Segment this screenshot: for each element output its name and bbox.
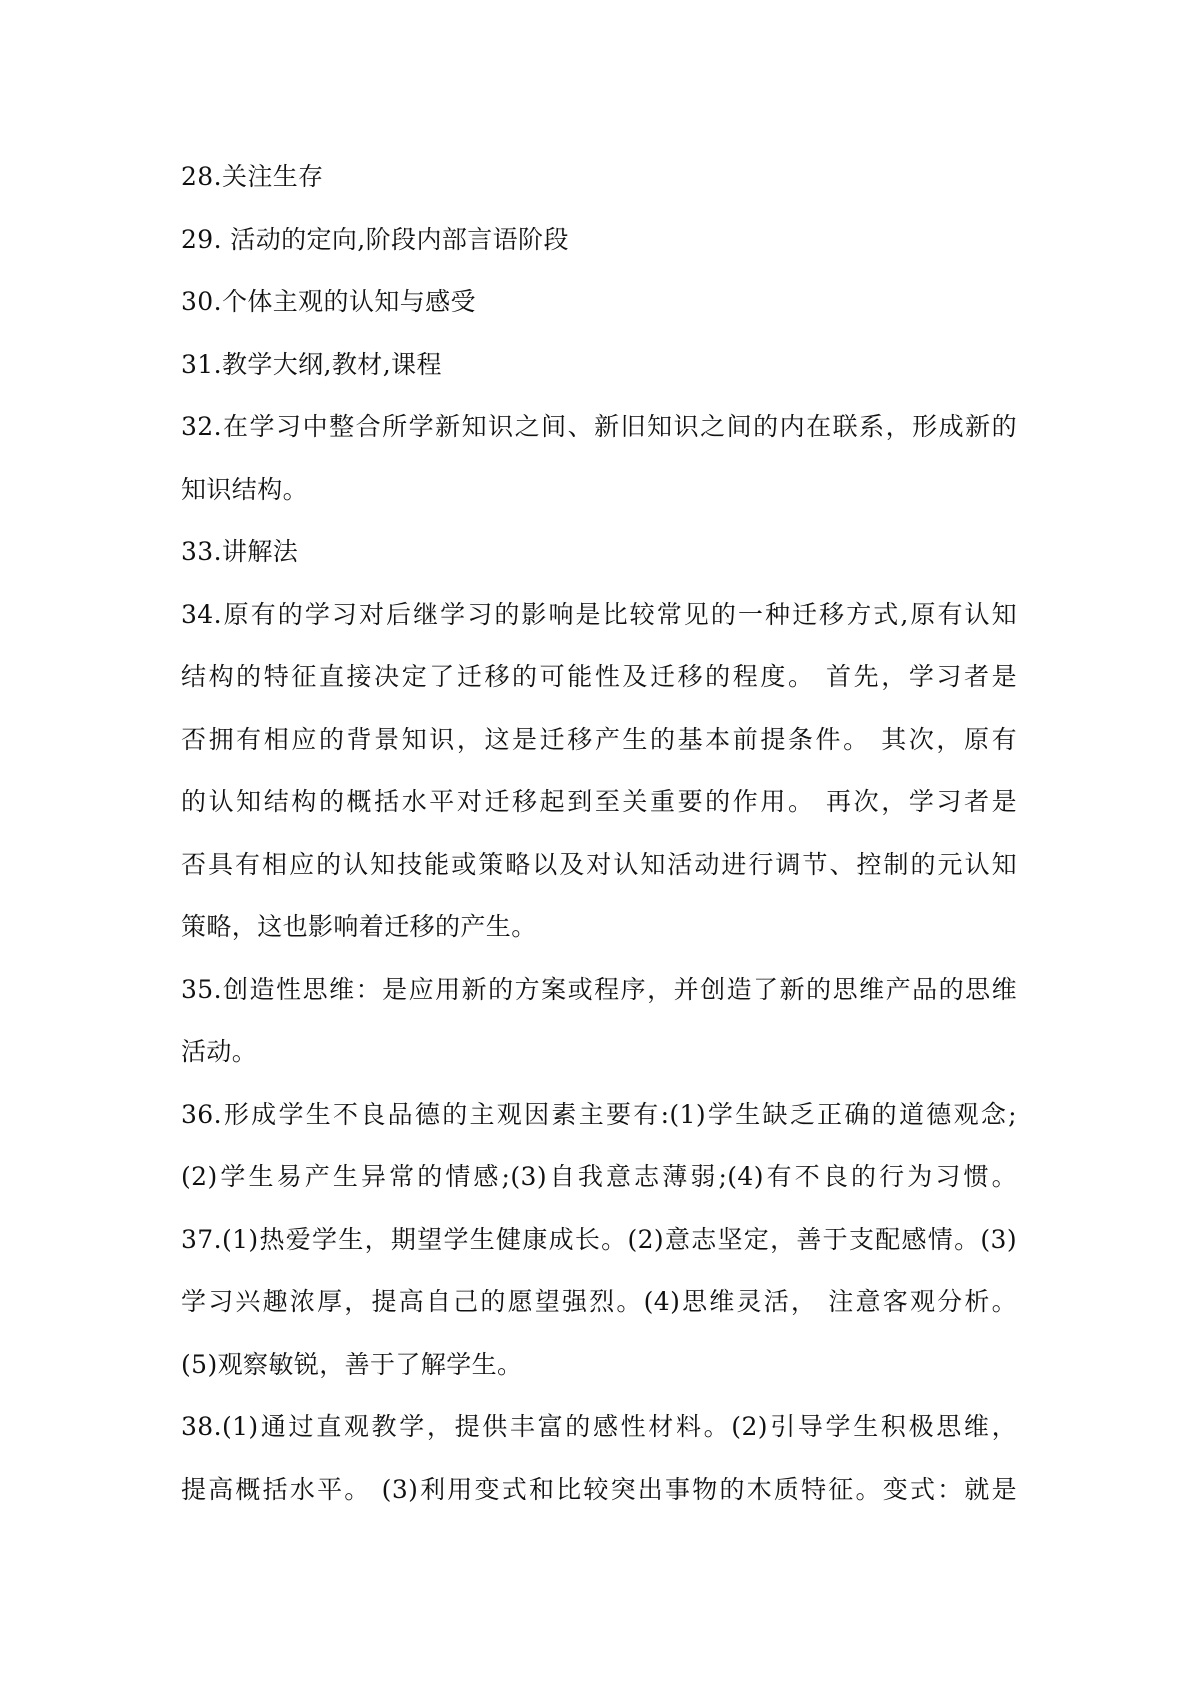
answer-36-line-1: 36.形成学生不良品德的主观因素主要有:(1)学生缺乏正确的道德观念;	[181, 1099, 1017, 1129]
answer-28: 28.关注生存	[181, 162, 324, 191]
answer-38-line-1: 38.(1)通过直观教学，提供丰富的感性材料。(2)引导学生积极思维，	[181, 1412, 1017, 1441]
answer-34-line-2: 结构的特征直接决定了迁移的可能性及迁移的程度。 首先，学习者是	[181, 662, 1017, 691]
answer-37-line-3: (5)观察敏锐，善于了解学生。	[181, 1349, 523, 1379]
answer-34-line-3: 否拥有相应的背景知识，这是迁移产生的基本前提条件。 其次，原有	[181, 724, 1017, 754]
answer-34-line-4: 的认知结构的概括水平对迁移起到至关重要的作用。 再次，学习者是	[181, 787, 1017, 816]
answer-31: 31.教学大纲,教材,课程	[181, 349, 442, 379]
answer-30: 30.个体主观的认知与感受	[181, 287, 476, 316]
answer-text-block	[181, 146, 1017, 1521]
answer-35-line-1: 35.创造性思维：是应用新的方案或程序，并创造了新的思维产品的思维	[181, 974, 1017, 1004]
answer-35-line-2: 活动。	[181, 1037, 258, 1066]
answer-34-line-1: 34.原有的学习对后继学习的影响是比较常见的一种迁移方式,原有认知	[181, 599, 1017, 629]
answer-32-line-1: 32.在学习中整合所学新知识之间、新旧知识之间的内在联系，形成新的	[181, 412, 1017, 441]
answer-29: 29. 活动的定向,阶段内部言语阶段	[181, 224, 569, 254]
answer-32-line-2: 知识结构。	[181, 474, 309, 504]
answer-34-line-5: 否具有相应的认知技能或策略以及对认知活动进行调节、控制的元认知	[181, 849, 1017, 879]
answer-37-line-2: 学习兴趣浓厚，提高自己的愿望强烈。(4)思维灵活， 注意客观分析。	[181, 1287, 1017, 1316]
answer-34-line-6: 策略，这也影响着迁移的产生。	[181, 912, 537, 941]
answer-37-line-1: 37.(1)热爱学生，期望学生健康成长。(2)意志坚定，善于支配感情。(3)	[181, 1224, 1017, 1254]
answer-33: 33.讲解法	[181, 537, 299, 566]
answer-36-line-2: (2)学生易产生异常的情感;(3)自我意志薄弱;(4)有不良的行为习惯。	[181, 1162, 1017, 1191]
answer-38-line-2: 提高概括水平。 (3)利用变式和比较突出事物的木质特征。变式：就是	[181, 1474, 1017, 1504]
